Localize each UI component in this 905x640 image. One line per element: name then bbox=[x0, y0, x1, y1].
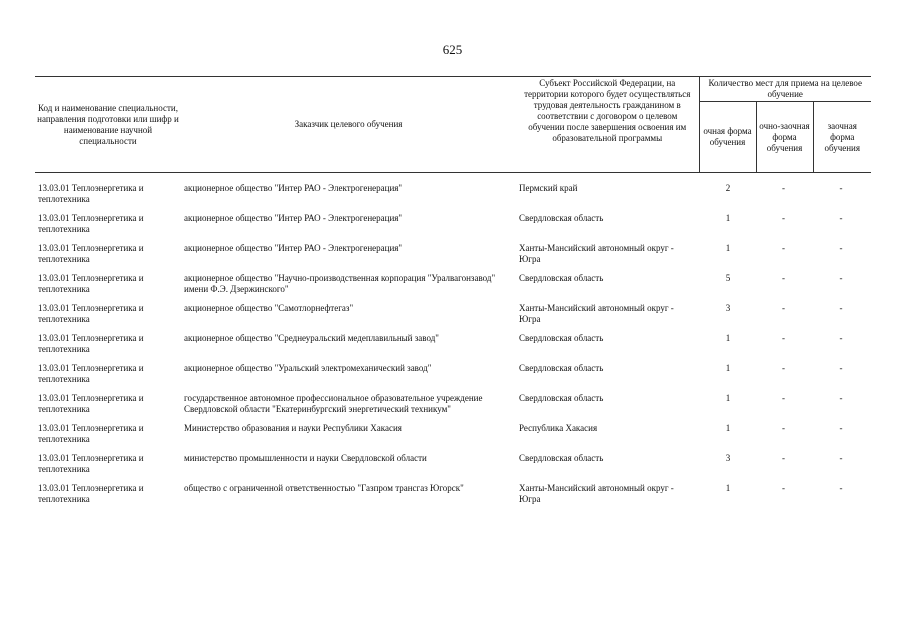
table-body bbox=[35, 173, 871, 512]
subject-cell: Свердловская область bbox=[519, 453, 604, 463]
parttime-cell: - bbox=[782, 453, 785, 463]
table-header bbox=[35, 77, 871, 173]
distance-cell: - bbox=[839, 423, 843, 433]
distance-cell: - bbox=[839, 453, 843, 463]
header-spacer bbox=[35, 173, 871, 182]
subject-cell: Свердловская область bbox=[519, 273, 604, 283]
subject-cell: Свердловская область bbox=[519, 393, 604, 403]
fulltime-cell: 1 bbox=[725, 483, 731, 493]
table-row bbox=[35, 301, 871, 331]
code-cell: 13.03.01 Теплоэнергетика и теплотехника bbox=[38, 183, 144, 204]
customer-cell: министерство промышленности и науки Свердловской области bbox=[184, 453, 427, 463]
parttime-cell: - bbox=[782, 423, 785, 433]
table-row bbox=[35, 361, 871, 391]
page-number: 625 bbox=[442, 42, 463, 57]
fulltime-cell: 1 bbox=[725, 423, 731, 433]
subject-cell: Ханты-Мансийский автономный округ - Югра bbox=[519, 303, 674, 324]
distance-cell: - bbox=[839, 273, 843, 283]
customer-cell: общество с ограниченной ответственностью "Газпром трансгаз Югорск" bbox=[184, 483, 464, 493]
target-training-table bbox=[35, 76, 871, 511]
header-customer: Заказчик целевого обучения bbox=[181, 77, 516, 173]
code-cell: 13.03.01 Теплоэнергетика и теплотехника bbox=[38, 393, 144, 414]
subject-cell: Республика Хакасия bbox=[519, 423, 598, 433]
customer-cell: акционерное общество "Интер РАО - Электрогенерация" bbox=[184, 213, 403, 223]
customer-cell: акционерное общество "Уральский электромеханический завод" bbox=[184, 363, 432, 373]
distance-cell: - bbox=[839, 243, 843, 253]
code-cell: 13.03.01 Теплоэнергетика и теплотехника bbox=[38, 363, 144, 384]
customer-cell: акционерное общество "Интер РАО - Электрогенерация" bbox=[184, 243, 403, 253]
customer-cell: государственное автономное профессиональное образовательное учреждение Свердловской области "Екатеринбургский энергетический техникум" bbox=[184, 393, 483, 414]
distance-cell: - bbox=[839, 363, 843, 373]
header-counts: Количество мест для приема на целевое обучение bbox=[699, 77, 871, 102]
fulltime-cell: 5 bbox=[725, 273, 731, 283]
header-code: Код и наименование специальности, направления подготовки или шифр и наименование научной специальности bbox=[35, 77, 181, 173]
fulltime-cell: 1 bbox=[725, 213, 731, 223]
code-cell: 13.03.01 Теплоэнергетика и теплотехника bbox=[38, 243, 144, 264]
fulltime-cell: 1 bbox=[725, 333, 731, 343]
header-parttime: очно-заочная форма обучения bbox=[756, 102, 813, 173]
distance-cell: - bbox=[839, 213, 843, 223]
table-row bbox=[35, 181, 871, 211]
parttime-cell: - bbox=[782, 333, 785, 343]
header-subject: Субъект Российской Федерации, на территории которого будет осуществляться трудовая деятельность гражданином в соответствии с договором о целевом обучении после завершения освоения им образовательной программы bbox=[516, 77, 699, 173]
header-distance: заочная форма обучения bbox=[813, 102, 871, 173]
code-cell: 13.03.01 Теплоэнергетика и теплотехника bbox=[38, 423, 144, 444]
distance-cell: - bbox=[839, 183, 843, 193]
code-cell: 13.03.01 Теплоэнергетика и теплотехника bbox=[38, 273, 144, 294]
distance-cell: - bbox=[839, 483, 843, 493]
fulltime-cell: 1 bbox=[725, 363, 731, 373]
subject-cell: Свердловская область bbox=[519, 363, 604, 373]
table-row bbox=[35, 391, 871, 421]
table-row bbox=[35, 271, 871, 301]
subject-cell: Ханты-Мансийский автономный округ - Югра bbox=[519, 243, 674, 264]
code-cell: 13.03.01 Теплоэнергетика и теплотехника bbox=[38, 303, 144, 324]
subject-cell: Ханты-Мансийский автономный округ - Югра bbox=[519, 483, 674, 504]
subject-cell: Свердловская область bbox=[519, 213, 604, 223]
table-row bbox=[35, 451, 871, 481]
customer-cell: акционерное общество "Научно-производственная корпорация "Уралвагонзавод" имени Ф.Э. Дзержинского" bbox=[184, 273, 496, 294]
distance-cell: - bbox=[839, 303, 843, 313]
parttime-cell: - bbox=[782, 483, 785, 493]
subject-cell: Пермский край bbox=[519, 183, 578, 193]
parttime-cell: - bbox=[782, 243, 785, 253]
table-row bbox=[35, 481, 871, 511]
table-row bbox=[35, 241, 871, 271]
header-fulltime: очная форма обучения bbox=[699, 102, 756, 173]
parttime-cell: - bbox=[782, 213, 785, 223]
fulltime-cell: 1 bbox=[725, 393, 731, 403]
customer-cell: акционерное общество "Интер РАО - Электрогенерация" bbox=[184, 183, 403, 193]
parttime-cell: - bbox=[782, 273, 785, 283]
distance-cell: - bbox=[839, 333, 843, 343]
fulltime-cell: 3 bbox=[725, 303, 731, 313]
fulltime-cell: 1 bbox=[725, 243, 731, 253]
subject-cell: Свердловская область bbox=[519, 333, 604, 343]
customer-cell: Министерство образования и науки Республики Хакасия bbox=[184, 423, 402, 433]
table-row bbox=[35, 421, 871, 451]
parttime-cell: - bbox=[782, 363, 785, 373]
customer-cell: акционерное общество "Самотлорнефтегаз" bbox=[184, 303, 354, 313]
code-cell: 13.03.01 Теплоэнергетика и теплотехника bbox=[38, 453, 144, 474]
code-cell: 13.03.01 Теплоэнергетика и теплотехника bbox=[38, 483, 144, 504]
distance-cell: - bbox=[839, 393, 843, 403]
code-cell: 13.03.01 Теплоэнергетика и теплотехника bbox=[38, 333, 144, 354]
fulltime-cell: 3 bbox=[725, 453, 731, 463]
customer-cell: акционерное общество "Среднеуральский медеплавильный завод" bbox=[184, 333, 439, 343]
code-cell: 13.03.01 Теплоэнергетика и теплотехника bbox=[38, 213, 144, 234]
fulltime-cell: 2 bbox=[725, 183, 731, 193]
table-row bbox=[35, 211, 871, 241]
parttime-cell: - bbox=[782, 183, 785, 193]
parttime-cell: - bbox=[782, 393, 785, 403]
parttime-cell: - bbox=[782, 303, 785, 313]
table-row bbox=[35, 331, 871, 361]
